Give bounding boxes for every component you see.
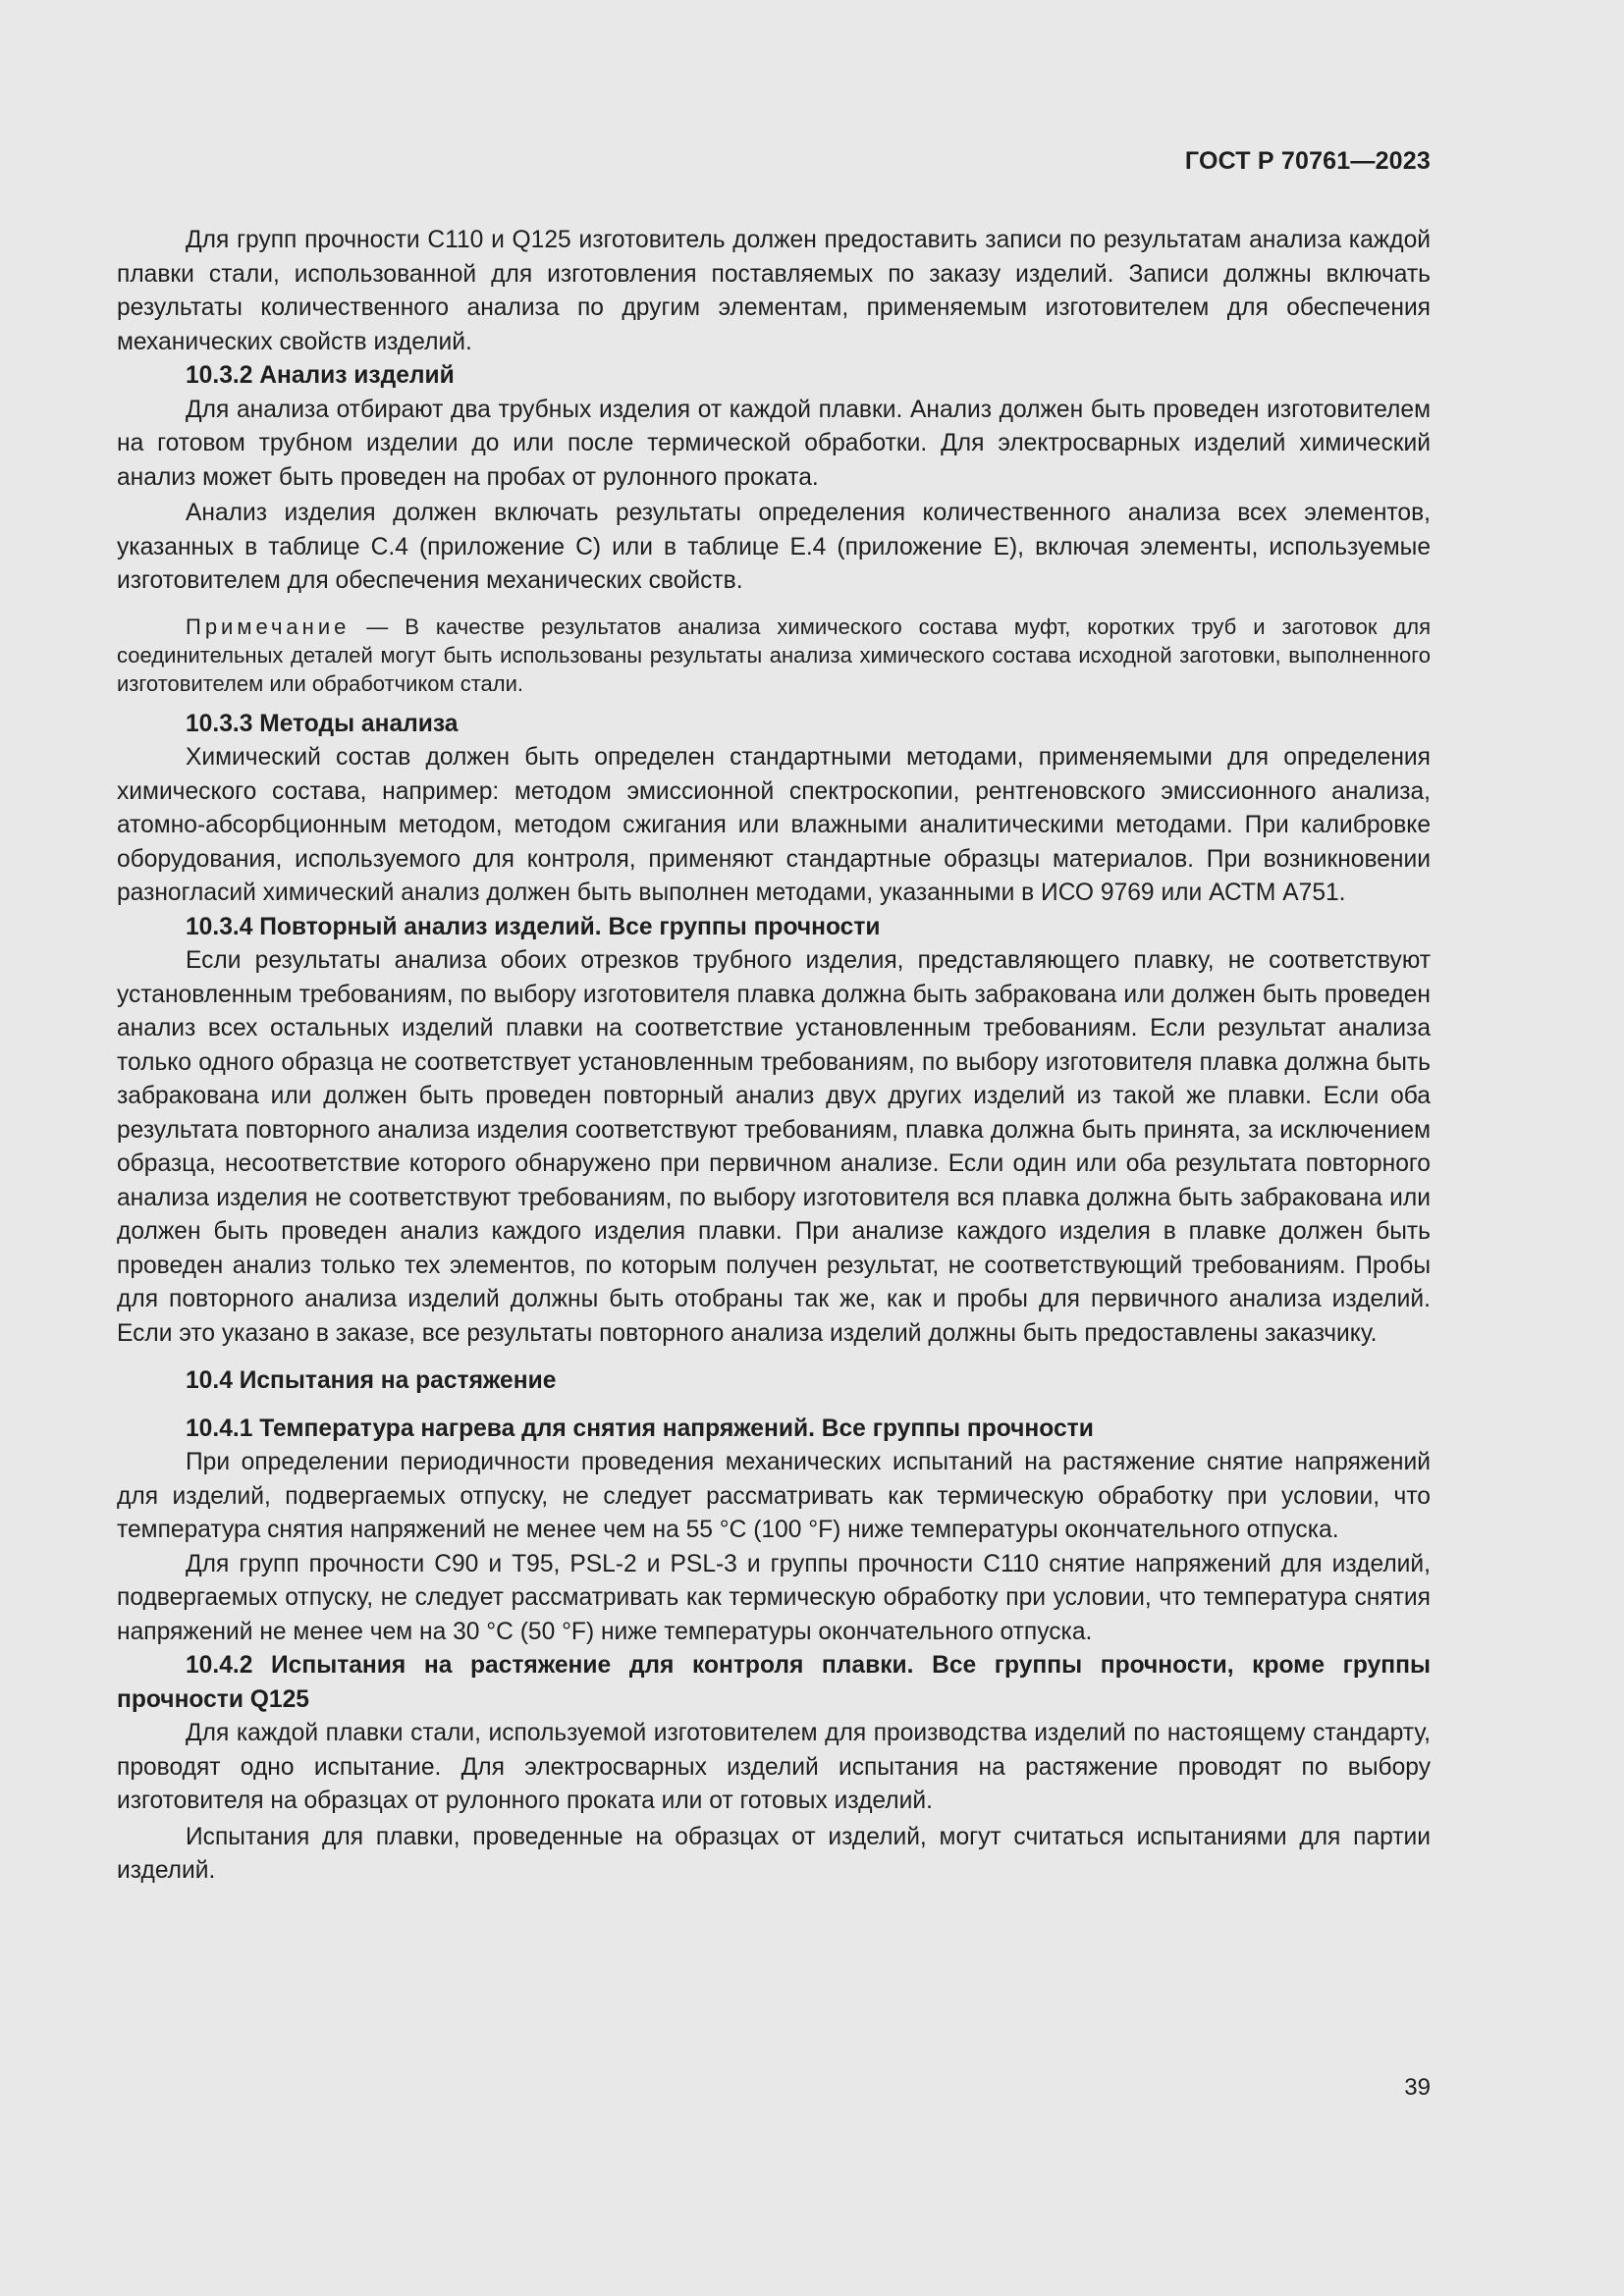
section-heading-10-4: 10.4 Испытания на растяжение bbox=[186, 1367, 557, 1394]
note-paragraph bbox=[117, 613, 1431, 698]
section-heading-10-3-2: 10.3.2 Анализ изделий bbox=[186, 362, 455, 389]
section-heading-10-4-1: 10.4.1 Температура нагрева для снятия напряжений. Все группы прочности bbox=[186, 1415, 1094, 1442]
note-label: Примечание bbox=[186, 614, 351, 639]
document-number-header: ГОСТ Р 70761—2023 bbox=[1184, 147, 1431, 175]
paragraph: Для групп прочности С90 и Т95, PSL-2 и PSL-3 и группы прочности С110 снятие напряжений для изделий, подвергаемых отпуску, не следует рассматривать как термическую обработку при условии, что температура снятия напряжений не менее чем на 30 °С (50 °F) ниже температуры окончательного отпуска. bbox=[117, 1550, 1431, 1645]
note-text: — В качестве результатов анализа химического состава муфт, коротких труб и заготовок для соединительных деталей могут быть использованы результаты анализа химического состава исходной заготовки, выполненного изготовителем или обработчиком стали. bbox=[117, 614, 1431, 696]
paragraph: Если результаты анализа обоих отрезков трубного изделия, представляющего плавку, не соответствуют установленным требованиям, по выбору изготовителя плавка должна быть забракована или должен быть проведен анализ всех остальных изделий плавки на соответствие установленным требованиям. Если результат анализа только одного образца не соответствует установленным требованиям, по выбору изготовителя плавка должна быть забракована или должен быть проведен повторный анализ двух других изделий из такой же плавки. Если оба результата повторного анализа изделия соответствуют требованиям, плавка должна быть принята, за исключением образца, несоответствие которого обнаружено при первичном анализе. Если один или оба результата повторного анализа изделия не соответствуют требованиям, по выбору изготовителя вся плавка должна быть забракована или должен быть проведен анализ каждого изделия плавки. При анализе каждого изделия в плавке должен быть проведен анализ только тех элементов, по которым получен результат, не соответствующий требованиям. Пробы для повторного анализа изделий должны быть отобраны так же, как и пробы для первичного анализа изделий. Если это указано в заказе, все результаты повторного анализа изделий должны быть предоставлены заказчику. bbox=[117, 947, 1431, 1347]
page-content bbox=[117, 224, 1431, 1889]
section-heading-10-3-3: 10.3.3 Методы анализа bbox=[186, 710, 459, 737]
paragraph: Для анализа отбирают два трубных изделия от каждой плавки. Анализ должен быть проведен изготовителем на готовом трубном изделии до или после термической обработки. Для электросварных изделий химический анализ может быть проведен на пробах от рулонного проката. bbox=[117, 396, 1431, 491]
paragraph: Для каждой плавки стали, используемой изготовителем для производства изделий по настоящему стандарту, проводят одно испытание. Для электросварных изделий испытания на растяжение проводят по выбору изготовителя на образцах от рулонного проката или от готовых изделий. bbox=[117, 1720, 1431, 1814]
section-heading-10-3-4: 10.3.4 Повторный анализ изделий. Все группы прочности bbox=[186, 913, 881, 940]
paragraph: Испытания для плавки, проведенные на образцах от изделий, могут считаться испытаниями для партии изделий. bbox=[117, 1823, 1431, 1884]
page-number: 39 bbox=[1404, 2074, 1431, 2101]
paragraph: Химический состав должен быть определен стандартными методами, применяемыми для определения химического состава, например: методом эмиссионной спектроскопии, рентгеновского эмиссионного анализа, атомно-абсорбционным методом, методом сжигания или влажными аналитическими методами. При калибровке оборудования, используемого для контроля, применяют стандартные образцы материалов. При возникновении разногласий химический анализ должен быть выполнен методами, указанными в ИСО 9769 или АСТМ А751. bbox=[117, 744, 1431, 906]
section-heading-10-4-2: 10.4.2 Испытания на растяжение для контроля плавки. Все группы прочности, кроме группы прочности Q125 bbox=[117, 1652, 1431, 1713]
paragraph: При определении периодичности проведения механических испытаний на растяжение снятие напряжений для изделий, подвергаемых отпуску, не следует рассматривать как термическую обработку при условии, что температура снятия напряжений не менее чем на 55 °С (100 °F) ниже температуры окончательного отпуска. bbox=[117, 1449, 1431, 1543]
paragraph: Анализ изделия должен включать результаты определения количественного анализа всех элементов, указанных в таблице С.4 (приложение С) или в таблице Е.4 (приложение Е), включая элементы, используемые изготовителем для обеспечения механических свойств. bbox=[117, 500, 1431, 594]
paragraph: Для групп прочности С110 и Q125 изготовитель должен предоставить записи по результатам анализа каждой плавки стали, использованной для изготовления поставляемых по заказу изделий. Записи должны включать результаты количественного анализа по другим элементам, применяемым изготовителем для обеспечения механических свойств изделий. bbox=[117, 227, 1431, 355]
